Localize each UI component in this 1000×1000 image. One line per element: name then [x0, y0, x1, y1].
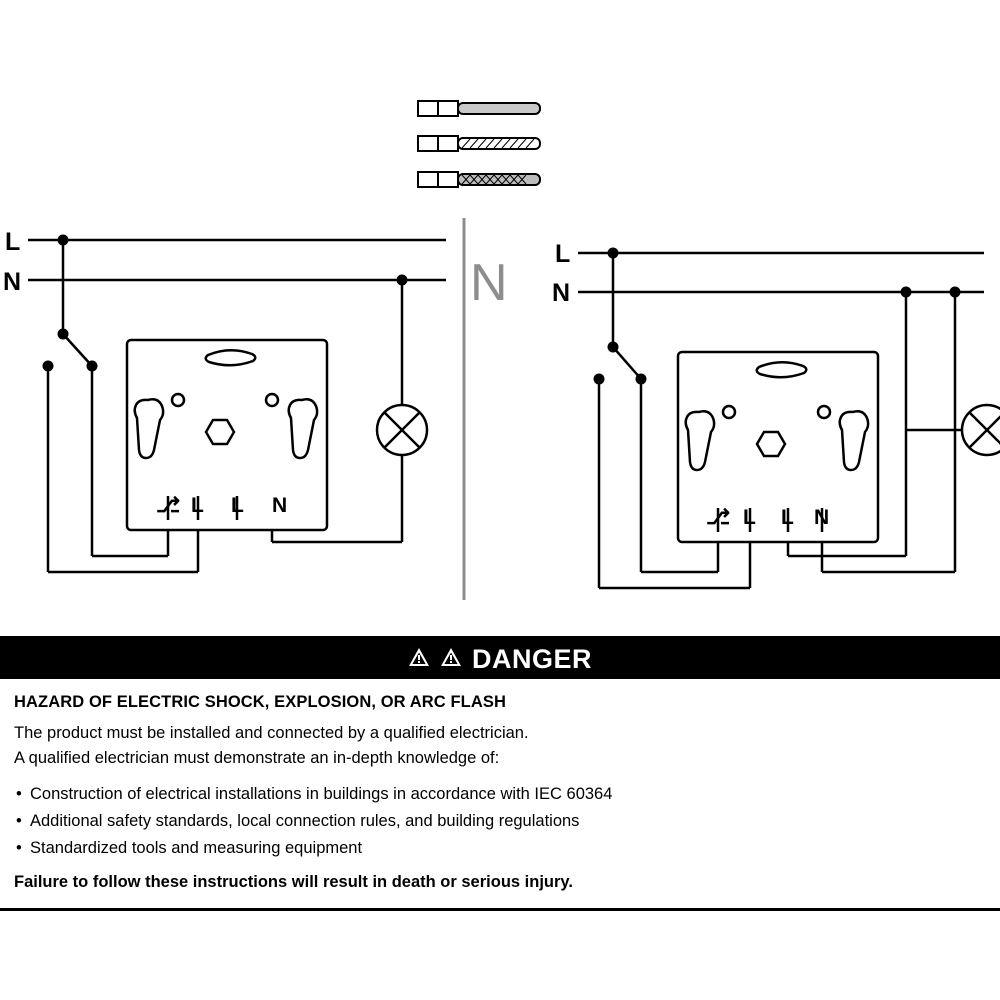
left-diagram: [28, 235, 446, 573]
right-label-N: N: [552, 279, 571, 307]
right-terminal-l2: L: [781, 506, 794, 529]
left-label-L: L: [5, 228, 21, 256]
wire-sample-line: [418, 136, 540, 151]
danger-title: DANGER: [471, 643, 592, 674]
danger-paragraph-1: The product must be installed and connected by a qualified electrician.: [14, 724, 529, 742]
left-terminal-l2: L: [231, 494, 244, 517]
danger-notice: [0, 636, 1000, 911]
wire-sample-neutral: [418, 101, 540, 116]
warning-triangle-icon-left: [408, 647, 430, 672]
list-item: • Additional safety standards, local connection rules, and building regulations: [14, 810, 986, 834]
right-terminal-earth: ⎇: [706, 506, 731, 529]
right-terminal-n: N: [814, 506, 830, 529]
danger-bullet-list: [14, 783, 986, 861]
divider-label: N: [470, 254, 508, 312]
danger-banner: [0, 639, 1000, 679]
right-diagram: [578, 248, 1000, 589]
list-item: • Standardized tools and measuring equipment: [14, 837, 986, 861]
left-terminal-earth: ⎇: [156, 494, 181, 517]
right-label-L: L: [555, 240, 571, 268]
warning-triangle-icon-right: [440, 647, 462, 672]
danger-paragraph-2: A qualified electrician must demonstrate an in-depth knowledge of:: [14, 749, 500, 768]
danger-body: [0, 679, 1000, 908]
left-label-N: N: [3, 268, 22, 296]
danger-heading: HAZARD OF ELECTRIC SHOCK, EXPLOSION, OR ARC FLASH: [14, 693, 506, 711]
right-terminal-l1: L: [743, 506, 756, 529]
right-lamp-symbol: [962, 405, 1000, 455]
left-terminal-n: N: [272, 494, 288, 517]
list-item: • Construction of electrical installations in buildings in accordance with IEC 60364: [14, 783, 986, 807]
danger-footer: Failure to follow these instructions will result in death or serious injury.: [14, 872, 573, 891]
wire-sample-earth: [418, 172, 540, 187]
left-terminal-l1: L: [191, 494, 204, 517]
